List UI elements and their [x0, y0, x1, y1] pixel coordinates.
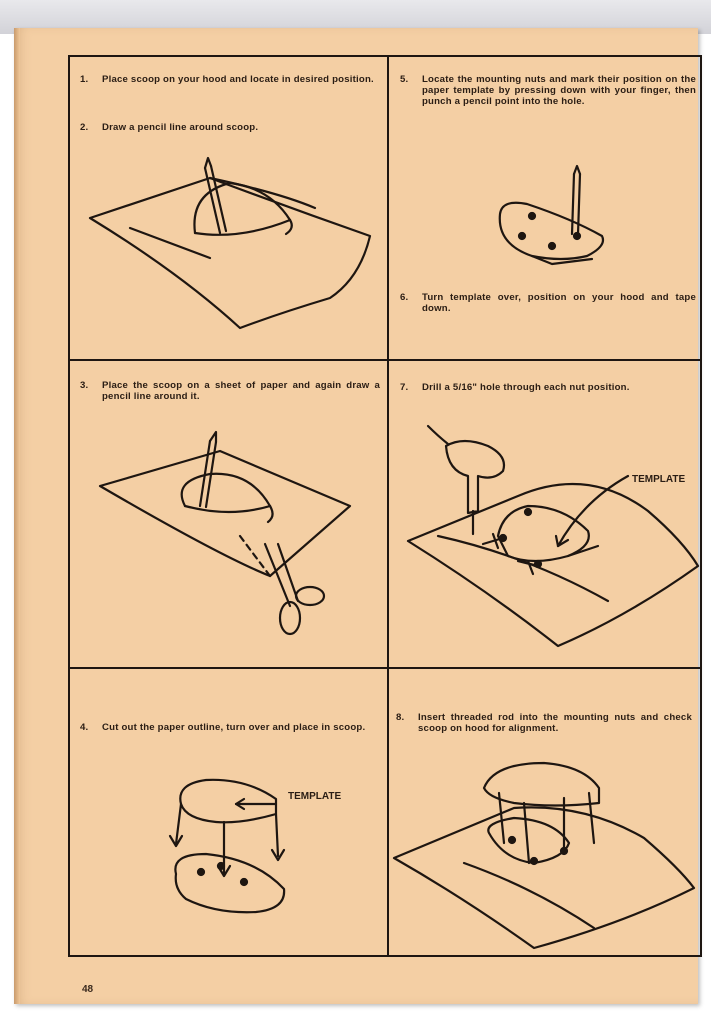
step-6: 6. Turn template over, position on your hood and tape down. [400, 292, 696, 314]
template-label-4: TEMPLATE [288, 791, 342, 802]
step-5: 5. Locate the mounting nuts and mark their position on the paper template by pressing down with your finger, then punch a pencil point into the hole. [400, 74, 696, 107]
scoop-underside-illustration [492, 164, 622, 274]
grid-row-divider [68, 667, 700, 669]
grid-row-divider [68, 359, 700, 361]
grid-column-divider [387, 55, 389, 955]
step-3: 3. Place the scoop on a sheet of paper and again draw a pencil line around it. [80, 380, 380, 402]
step-7: 7. Drill a 5/16" hole through each nut position. [400, 382, 630, 393]
paper-sheet-scissors-illustration [100, 436, 380, 636]
page-binding-edge [14, 28, 20, 1004]
book-page [14, 28, 698, 1004]
drill-template-illustration [398, 416, 698, 646]
step-8: 8. Insert threaded rod into the mounting nuts and check scoop on hood for alignment. [396, 712, 692, 734]
template-label-7: TEMPLATE [632, 474, 686, 485]
scoop-rods-on-hood-illustration [394, 748, 694, 948]
hood-scoop-outline-illustration [90, 148, 380, 338]
step-2: 2. Draw a pencil line around scoop. [80, 122, 259, 133]
page-number: 48 [82, 984, 94, 995]
step-1: 1. Place scoop on your hood and locate in desired position. [80, 74, 374, 85]
step-4: 4. Cut out the paper outline, turn over and place in scoop. [80, 722, 366, 733]
